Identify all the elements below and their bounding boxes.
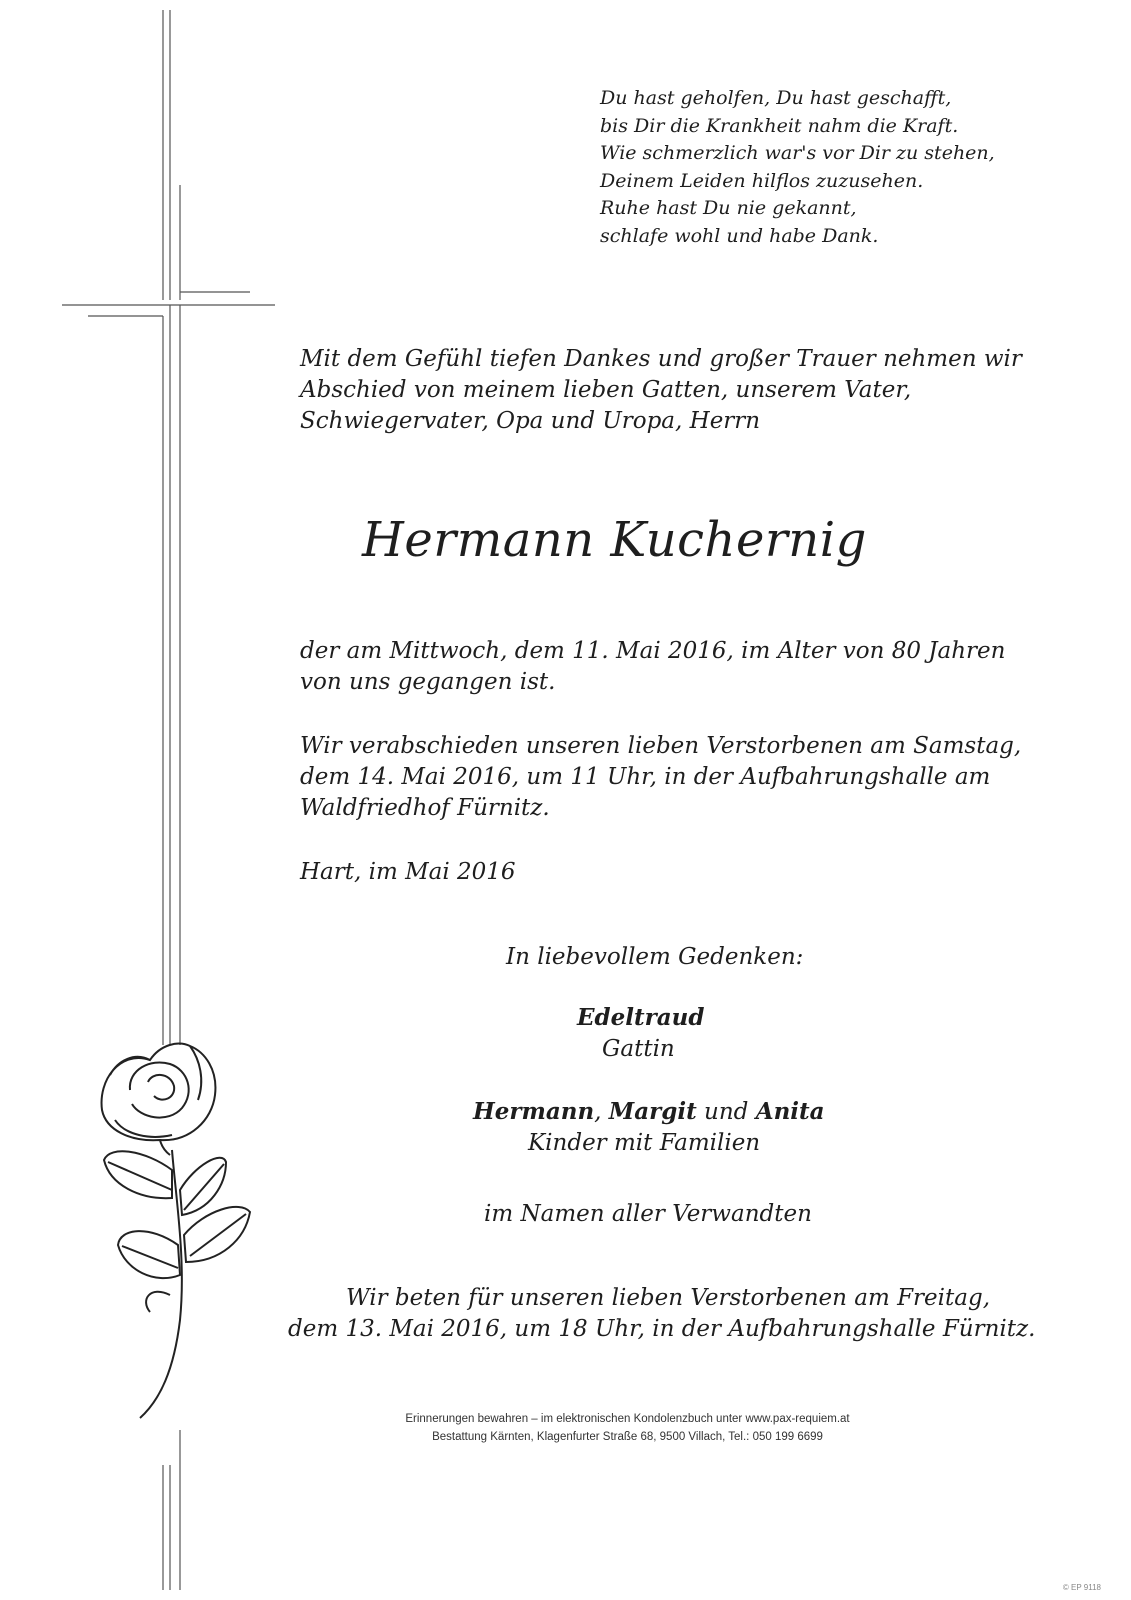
prayer-line: dem 13. Mai 2016, um 18 Uhr, in der Aufbahrungshalle Fürnitz. — [288, 1316, 1036, 1342]
child-name: Anita — [755, 1098, 825, 1125]
relatives-line: im Namen aller Verwandten — [484, 1201, 812, 1227]
farewell-line: dem 14. Mai 2016, um 11 Uhr, in der Aufbahrungshalle am — [300, 764, 991, 790]
death-info-line: von uns gegangen ist. — [300, 669, 556, 695]
intro-line: Schwiegervater, Opa und Uropa, Herrn — [300, 408, 761, 434]
poem-line: Du hast geholfen, Du hast geschafft, — [600, 87, 952, 109]
child-name: Hermann — [473, 1098, 595, 1125]
children-names — [473, 1096, 825, 1128]
intro-line: Abschied von meinem lieben Gatten, unserem Vater, — [300, 377, 912, 403]
print-stamp: © EP 9118 — [1062, 1583, 1101, 1592]
farewell-line: Waldfriedhof Fürnitz. — [300, 795, 550, 821]
poem-line: Wie schmerzlich war's vor Dir zu stehen, — [600, 142, 995, 164]
footer — [0, 1410, 1131, 1446]
death-info-line: der am Mittwoch, dem 11. Mai 2016, im Alter von 80 Jahren — [300, 638, 1006, 664]
spouse-role: Gattin — [602, 1036, 675, 1062]
poem-line: schlafe wohl und habe Dank. — [600, 224, 879, 247]
prayer-line: Wir beten für unseren lieben Verstorbenen am Freitag, — [346, 1285, 991, 1311]
poem — [600, 85, 995, 250]
poem-line: bis Dir die Krankheit nahm die Kraft. — [600, 114, 959, 137]
death-info — [300, 636, 1005, 698]
intro-line: Mit dem Gefühl tiefen Dankes und großer Trauer nehmen wir — [300, 346, 1022, 372]
place-date: Hart, im Mai 2016 — [300, 859, 516, 885]
children-separator: , — [594, 1099, 609, 1125]
farewell-info — [300, 731, 1021, 824]
farewell-line: Wir verabschieden unseren lieben Verstorbenen am Samstag, — [300, 733, 1022, 759]
child-name: Margit — [608, 1098, 697, 1125]
rose-icon — [102, 1044, 250, 1418]
cross-lines — [62, 10, 275, 1590]
children-role: Kinder mit Familien — [528, 1130, 761, 1156]
intro-text — [300, 344, 1022, 437]
remembrance-heading: In liebevollem Gedenken: — [506, 944, 804, 970]
poem-line: Ruhe hast Du nie gekannt, — [600, 197, 857, 219]
deceased-name-row — [0, 512, 1131, 568]
poem-line: Deinem Leiden hilflos zuzusehen. — [600, 169, 924, 192]
children-separator: und — [696, 1099, 756, 1125]
footer-line: Bestattung Kärnten, Klagenfurter Straße 68, 9500 Villach, Tel.: 050 199 6699 — [432, 1431, 823, 1443]
deceased-name: Hermann Kuchernig — [362, 512, 867, 568]
footer-line: Erinnerungen bewahren – im elektronischen Kondolenzbuch unter www.pax-requiem.at — [405, 1413, 850, 1425]
spouse-name: Edeltraud — [577, 1004, 705, 1031]
